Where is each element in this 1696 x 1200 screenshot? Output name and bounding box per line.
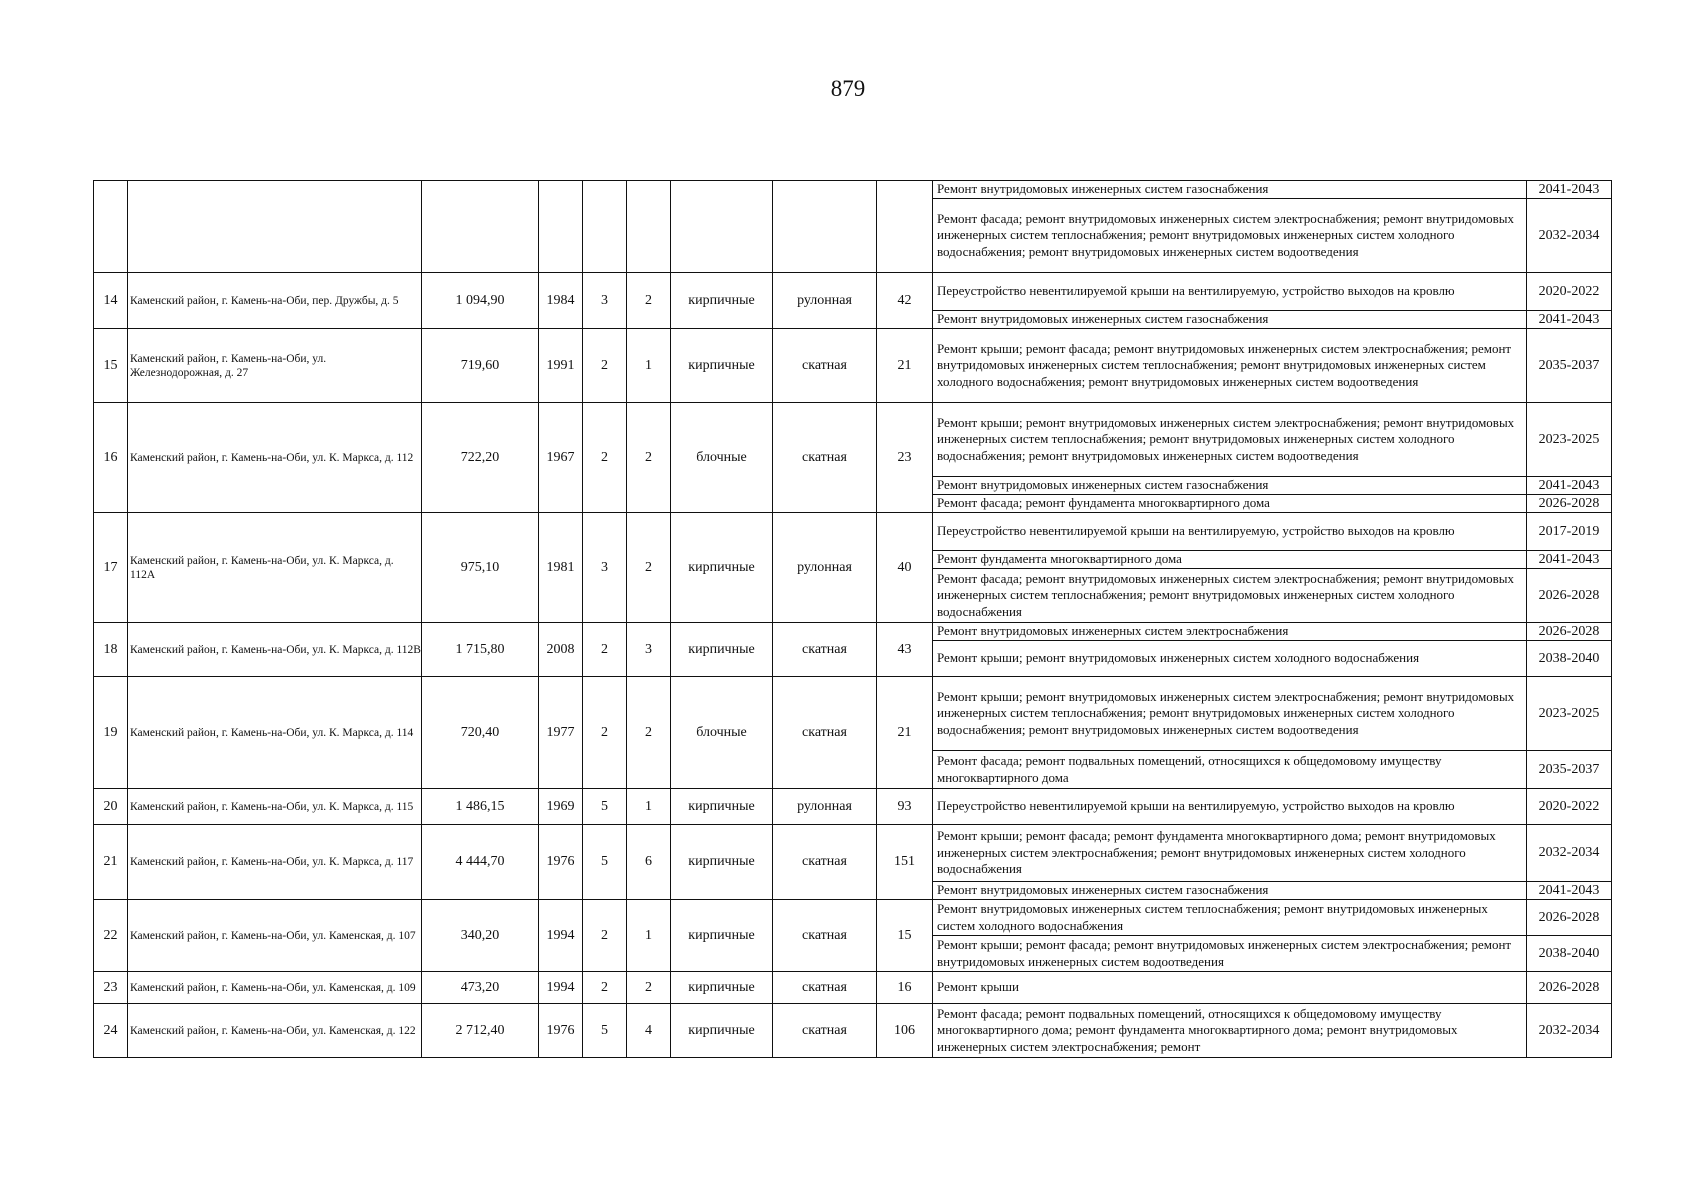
address-cell: Каменский район, г. Камень-на-Оби, ул. Каменская, д. 107	[128, 900, 422, 972]
table-row	[94, 403, 1612, 477]
walls-material-cell: кирпичные	[671, 623, 773, 677]
work-description-cell: Ремонт внутридомовых инженерных систем теплоснабжения; ремонт внутридомовых инженерных систем холодного водоснабжения	[933, 900, 1527, 936]
work-description-cell: Ремонт внутридомовых инженерных систем газоснабжения	[933, 882, 1527, 900]
roof-type-cell: скатная	[773, 403, 877, 513]
walls-material-cell: кирпичные	[671, 972, 773, 1004]
work-period-cell: 2017-2019	[1527, 513, 1612, 551]
table-row	[94, 181, 1612, 199]
address-cell	[128, 181, 422, 273]
work-period-cell: 2041-2043	[1527, 311, 1612, 329]
roof-type-cell: скатная	[773, 1004, 877, 1058]
apartments-cell: 15	[877, 900, 933, 972]
work-period-cell: 2023-2025	[1527, 677, 1612, 751]
roof-type-cell: скатная	[773, 900, 877, 972]
entrances-cell: 2	[627, 677, 671, 789]
row-number: 18	[94, 623, 128, 677]
area-cell: 1 715,80	[422, 623, 539, 677]
year-cell: 1976	[539, 825, 583, 900]
address-cell: Каменский район, г. Камень-на-Оби, ул. К. Маркса, д. 114	[128, 677, 422, 789]
capital-repair-table	[93, 180, 1612, 1058]
work-period-cell: 2026-2028	[1527, 900, 1612, 936]
work-period-cell: 2020-2022	[1527, 273, 1612, 311]
address-cell: Каменский район, г. Камень-на-Оби, пер. Дружбы, д. 5	[128, 273, 422, 329]
address-cell: Каменский район, г. Камень-на-Оби, ул. К. Маркса, д. 112В	[128, 623, 422, 677]
work-period-cell: 2023-2025	[1527, 403, 1612, 477]
area-cell: 1 486,15	[422, 789, 539, 825]
area-cell: 1 094,90	[422, 273, 539, 329]
apartments-cell: 151	[877, 825, 933, 900]
work-description-cell: Ремонт внутридомовых инженерных систем газоснабжения	[933, 181, 1527, 199]
walls-material-cell: блочные	[671, 403, 773, 513]
roof-type-cell: скатная	[773, 972, 877, 1004]
work-description-cell: Ремонт фасада; ремонт внутридомовых инженерных систем электроснабжения; ремонт внутридомовых инженерных систем теплоснабжения; ремонт внутридомовых инженерных систем холодного водоснабжения; ремонт внутридомовых инженерных систем водоотведения	[933, 199, 1527, 273]
floors-cell: 3	[583, 273, 627, 329]
work-period-cell: 2041-2043	[1527, 181, 1612, 199]
work-period-cell: 2038-2040	[1527, 936, 1612, 972]
address-cell: Каменский район, г. Камень-на-Оби, ул. К. Маркса, д. 112	[128, 403, 422, 513]
apartments-cell: 43	[877, 623, 933, 677]
row-number: 14	[94, 273, 128, 329]
page-number: 879	[830, 76, 866, 101]
work-period-cell: 2041-2043	[1527, 551, 1612, 569]
apartments-cell	[877, 181, 933, 273]
year-cell: 1984	[539, 273, 583, 329]
year-cell: 1976	[539, 1004, 583, 1058]
year-cell: 1991	[539, 329, 583, 403]
area-cell: 722,20	[422, 403, 539, 513]
table-row	[94, 972, 1612, 1004]
walls-material-cell: кирпичные	[671, 1004, 773, 1058]
walls-material-cell: кирпичные	[671, 513, 773, 623]
row-number: 21	[94, 825, 128, 900]
work-description-cell: Ремонт фасада; ремонт фундамента многоквартирного дома	[933, 495, 1527, 513]
year-cell: 1969	[539, 789, 583, 825]
area-cell: 720,40	[422, 677, 539, 789]
work-period-cell: 2041-2043	[1527, 477, 1612, 495]
roof-type-cell: рулонная	[773, 513, 877, 623]
walls-material-cell: кирпичные	[671, 789, 773, 825]
address-cell: Каменский район, г. Камень-на-Оби, ул. Железнодорожная, д. 27	[128, 329, 422, 403]
row-number: 24	[94, 1004, 128, 1058]
address-cell: Каменский район, г. Камень-на-Оби, ул. Каменская, д. 109	[128, 972, 422, 1004]
table-row	[94, 623, 1612, 641]
floors-cell: 5	[583, 825, 627, 900]
apartments-cell: 40	[877, 513, 933, 623]
address-cell: Каменский район, г. Камень-на-Оби, ул. К. Маркса, д. 115	[128, 789, 422, 825]
row-number: 19	[94, 677, 128, 789]
entrances-cell: 3	[627, 623, 671, 677]
work-period-cell: 2026-2028	[1527, 495, 1612, 513]
walls-material-cell: кирпичные	[671, 900, 773, 972]
table-row	[94, 900, 1612, 936]
area-cell	[422, 181, 539, 273]
work-period-cell: 2032-2034	[1527, 1004, 1612, 1058]
walls-material-cell: блочные	[671, 677, 773, 789]
walls-material-cell: кирпичные	[671, 329, 773, 403]
floors-cell: 2	[583, 623, 627, 677]
work-period-cell: 2026-2028	[1527, 623, 1612, 641]
work-description-cell: Ремонт крыши; ремонт фасада; ремонт внутридомовых инженерных систем электроснабжения; ремонт внутридомовых инженерных систем водоотведения	[933, 936, 1527, 972]
area-cell: 4 444,70	[422, 825, 539, 900]
roof-type-cell: скатная	[773, 329, 877, 403]
floors-cell	[583, 181, 627, 273]
work-period-cell: 2041-2043	[1527, 882, 1612, 900]
entrances-cell	[627, 181, 671, 273]
year-cell	[539, 181, 583, 273]
work-description-cell: Ремонт фасада; ремонт подвальных помещений, относящихся к общедомовому имуществу многоквартирного дома; ремонт фундамента многоквартирного дома; ремонт внутридомовых инженерных систем электроснабжения; ремонт	[933, 1004, 1527, 1058]
row-number: 17	[94, 513, 128, 623]
entrances-cell: 2	[627, 513, 671, 623]
work-description-cell: Ремонт крыши	[933, 972, 1527, 1004]
row-number	[94, 181, 128, 273]
year-cell: 1967	[539, 403, 583, 513]
floors-cell: 3	[583, 513, 627, 623]
floors-cell: 5	[583, 1004, 627, 1058]
entrances-cell: 1	[627, 900, 671, 972]
work-description-cell: Переустройство невентилируемой крыши на вентилируемую, устройство выходов на кровлю	[933, 273, 1527, 311]
table-row	[94, 825, 1612, 882]
address-cell: Каменский район, г. Камень-на-Оби, ул. Каменская, д. 122	[128, 1004, 422, 1058]
floors-cell: 5	[583, 789, 627, 825]
apartments-cell: 16	[877, 972, 933, 1004]
work-description-cell: Ремонт крыши; ремонт внутридомовых инженерных систем холодного водоснабжения	[933, 641, 1527, 677]
area-cell: 719,60	[422, 329, 539, 403]
row-number: 23	[94, 972, 128, 1004]
entrances-cell: 2	[627, 273, 671, 329]
year-cell: 1977	[539, 677, 583, 789]
address-cell: Каменский район, г. Камень-на-Оби, ул. К. Маркса, д. 112А	[128, 513, 422, 623]
entrances-cell: 6	[627, 825, 671, 900]
year-cell: 2008	[539, 623, 583, 677]
year-cell: 1981	[539, 513, 583, 623]
area-cell: 2 712,40	[422, 1004, 539, 1058]
work-description-cell: Переустройство невентилируемой крыши на вентилируемую, устройство выходов на кровлю	[933, 789, 1527, 825]
table-row	[94, 513, 1612, 551]
work-period-cell: 2020-2022	[1527, 789, 1612, 825]
entrances-cell: 2	[627, 972, 671, 1004]
roof-type-cell: скатная	[773, 623, 877, 677]
work-description-cell: Ремонт фасада; ремонт подвальных помещений, относящихся к общедомовому имуществу многоквартирного дома	[933, 751, 1527, 789]
work-description-cell: Ремонт внутридомовых инженерных систем газоснабжения	[933, 311, 1527, 329]
work-description-cell: Ремонт крыши; ремонт внутридомовых инженерных систем электроснабжения; ремонт внутридомовых инженерных систем теплоснабжения; ремонт внутридомовых инженерных систем холодного водоснабжения; ремонт внутридомовых инженерных систем водоотведения	[933, 403, 1527, 477]
work-description-cell: Ремонт крыши; ремонт фасада; ремонт внутридомовых инженерных систем электроснабжения; ремонт внутридомовых инженерных систем теплоснабжения; ремонт внутридомовых инженерных систем холодного водоснабжения; ремонт внутридомовых инженерных систем водоотведения	[933, 329, 1527, 403]
row-number: 20	[94, 789, 128, 825]
floors-cell: 2	[583, 329, 627, 403]
work-description-cell: Переустройство невентилируемой крыши на вентилируемую, устройство выходов на кровлю	[933, 513, 1527, 551]
work-period-cell: 2026-2028	[1527, 972, 1612, 1004]
table-row	[94, 329, 1612, 403]
walls-material-cell: кирпичные	[671, 273, 773, 329]
roof-type-cell: рулонная	[773, 789, 877, 825]
entrances-cell: 4	[627, 1004, 671, 1058]
entrances-cell: 1	[627, 329, 671, 403]
floors-cell: 2	[583, 900, 627, 972]
table-row	[94, 677, 1612, 751]
year-cell: 1994	[539, 900, 583, 972]
roof-type-cell: скатная	[773, 825, 877, 900]
walls-material-cell: кирпичные	[671, 825, 773, 900]
table-row	[94, 789, 1612, 825]
entrances-cell: 1	[627, 789, 671, 825]
apartments-cell: 23	[877, 403, 933, 513]
work-period-cell: 2035-2037	[1527, 751, 1612, 789]
work-description-cell: Ремонт фундамента многоквартирного дома	[933, 551, 1527, 569]
area-cell: 340,20	[422, 900, 539, 972]
work-period-cell: 2032-2034	[1527, 825, 1612, 882]
address-cell: Каменский район, г. Камень-на-Оби, ул. К. Маркса, д. 117	[128, 825, 422, 900]
work-description-cell: Ремонт крыши; ремонт внутридомовых инженерных систем электроснабжения; ремонт внутридомовых инженерных систем теплоснабжения; ремонт внутридомовых инженерных систем холодного водоснабжения; ремонт внутридомовых инженерных систем водоотведения	[933, 677, 1527, 751]
floors-cell: 2	[583, 972, 627, 1004]
work-period-cell: 2038-2040	[1527, 641, 1612, 677]
roof-type-cell	[773, 181, 877, 273]
roof-type-cell: скатная	[773, 677, 877, 789]
work-description-cell: Ремонт внутридомовых инженерных систем электроснабжения	[933, 623, 1527, 641]
floors-cell: 2	[583, 403, 627, 513]
work-description-cell: Ремонт фасада; ремонт внутридомовых инженерных систем электроснабжения; ремонт внутридомовых инженерных систем теплоснабжения; ремонт внутридомовых инженерных систем холодного водоснабжения	[933, 569, 1527, 623]
floors-cell: 2	[583, 677, 627, 789]
area-cell: 975,10	[422, 513, 539, 623]
area-cell: 473,20	[422, 972, 539, 1004]
table-row	[94, 1004, 1612, 1058]
row-number: 15	[94, 329, 128, 403]
work-period-cell: 2026-2028	[1527, 569, 1612, 623]
entrances-cell: 2	[627, 403, 671, 513]
apartments-cell: 21	[877, 329, 933, 403]
work-period-cell: 2032-2034	[1527, 199, 1612, 273]
year-cell: 1994	[539, 972, 583, 1004]
work-description-cell: Ремонт внутридомовых инженерных систем газоснабжения	[933, 477, 1527, 495]
work-period-cell: 2035-2037	[1527, 329, 1612, 403]
table-row	[94, 273, 1612, 311]
row-number: 16	[94, 403, 128, 513]
apartments-cell: 21	[877, 677, 933, 789]
row-number: 22	[94, 900, 128, 972]
work-description-cell: Ремонт крыши; ремонт фасада; ремонт фундамента многоквартирного дома; ремонт внутридомовых инженерных систем электроснабжения; ремонт внутридомовых инженерных систем холодного водоснабжения	[933, 825, 1527, 882]
apartments-cell: 42	[877, 273, 933, 329]
walls-material-cell	[671, 181, 773, 273]
roof-type-cell: рулонная	[773, 273, 877, 329]
apartments-cell: 93	[877, 789, 933, 825]
apartments-cell: 106	[877, 1004, 933, 1058]
